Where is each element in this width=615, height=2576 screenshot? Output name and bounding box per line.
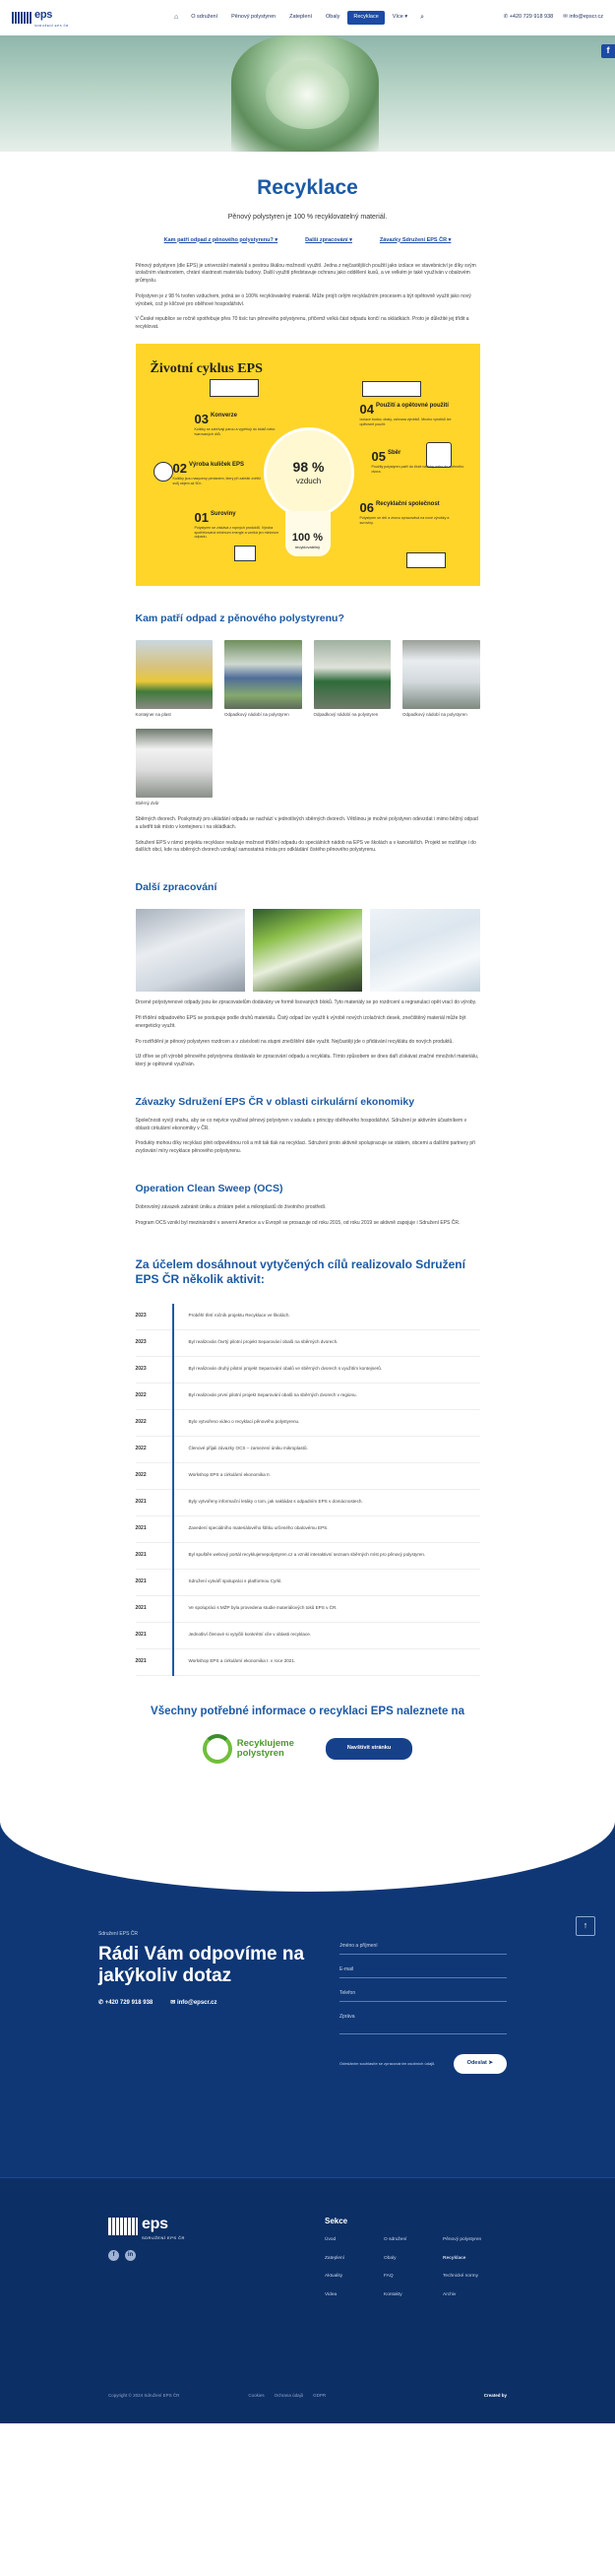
timeline-text: Proběhl třetí ročník projektu Recyklace ve školách.: [188, 1313, 290, 1319]
logo[interactable]: [12, 8, 159, 28]
processing-photo-row: [136, 909, 480, 992]
timeline-year: 2021: [135, 1552, 147, 1559]
timeline-text: Ve spolupráci s MŽP byla provedena studie materiálových toků EPS v ČR.: [188, 1605, 338, 1611]
timeline-year: 2023: [135, 1313, 147, 1320]
mail-icon: ✉: [563, 14, 568, 21]
footer-link[interactable]: Obaly: [384, 2255, 397, 2261]
footer-link[interactable]: Recyklace: [443, 2255, 466, 2261]
anchor-commitments[interactable]: [380, 237, 451, 245]
timeline-row: [136, 1330, 480, 1357]
intro-paragraph: V České republice se ročně spotřebuje přes 70 tisíc tun pěnového polystyrenu, přičemž velká část odpadu končí na skládkách. Proto je důležité jej třídit a recyklovat.: [135, 316, 469, 331]
footer-link[interactable]: Kontakty: [384, 2292, 402, 2298]
cycle-step-01: [195, 511, 288, 541]
air-percentage: 98 %: [292, 458, 325, 475]
photo-collection-yard: [136, 729, 214, 798]
recycling-plant-icon: [406, 552, 446, 568]
recyklujeme-logo[interactable]: [203, 1734, 294, 1764]
processing-heading: Další zpracování: [135, 881, 217, 894]
photo-caption: Odpadkový nádobí na polystyren: [402, 712, 467, 718]
timeline-row: [136, 1384, 480, 1410]
gdpr-link[interactable]: GDPR: [313, 2392, 327, 2398]
timeline-text: Workshop EPS a cirkulární ekonomika II.: [188, 1472, 271, 1478]
footer-link[interactable]: Zateplení: [325, 2255, 345, 2261]
contact-section: [0, 1823, 615, 2177]
boxes-icon: [362, 381, 421, 397]
privacy-link[interactable]: Ochrana údajů: [274, 2392, 304, 2398]
step-name: Recyklační společnost: [375, 500, 440, 507]
contact-phone[interactable]: [98, 1999, 153, 2008]
timeline-row: [136, 1463, 480, 1490]
timeline-year: 2023: [135, 1366, 147, 1373]
processing-paragraph: Po roztřídění je pěnový polystyren rozdrcen a v závislosti na stupni znečištění dále využit. Nejčastěji jde o přidávání recyklátu do nových produktů.: [135, 1038, 454, 1045]
contact-phone-text: +420 729 918 938: [104, 1999, 154, 2006]
photo-eps-bin: [314, 640, 392, 709]
contact-wave-shape: [0, 1823, 615, 1892]
timeline-text: Byl spuštěn webový portál recyklujemepolystyren.cz a vznikl interaktivní seznam sběrných míst pro pěnový polystyren.: [188, 1552, 426, 1558]
step-description: Kuličky se zahřívají párou a vypěňují do bloků nebo tvarovaných dílů.: [194, 426, 276, 436]
photo-plastic-container: [136, 640, 214, 709]
footer-link[interactable]: Aktuality: [325, 2274, 343, 2280]
nav-item-o-sdruzeni[interactable]: O sdružení: [191, 14, 218, 21]
waste-photo-card: [314, 640, 392, 719]
processing-paragraph: Drcené polystyrenové odpady jsou ke zpracovatelům dodávány ve formě lisovaných bloků. Tyto materiály se po rozdrcení a regranulaci opět vrací do výroby.: [135, 999, 477, 1006]
header-contacts: [504, 14, 603, 22]
page-title: Recyklace: [257, 176, 358, 199]
timeline-text: Workshop EPS a cirkulární ekonomika I. v roce 2021.: [188, 1658, 296, 1664]
phone-field[interactable]: Telefon: [339, 1978, 507, 2002]
chevron-down-icon: ▾: [404, 14, 408, 21]
ocs-paragraph: Dobrovolný závazek zabránit úniku a ztrátám pelet a mikroplastů do životního prostředí.: [135, 1204, 327, 1211]
waste-photo-card: [224, 640, 302, 719]
goals-timeline: [136, 1304, 480, 1676]
life-cycle-title: Životní cyklus EPS: [150, 360, 263, 376]
timeline-text: Zavedení speciálního materiálového štítku určeného obalovému EPS.: [188, 1525, 329, 1531]
waste-paragraph: Sdružení EPS v rámci projektu recyklace realizuje možnost třídění odpadu do speciálních nádob na EPS ve školách a v kancelářích. Projekt se rozšiřuje i do dalších obcí, kde na sběrných dvorech vznikají samostatná místa pro odkládání čistého pěnového polystyrenu.: [135, 839, 476, 854]
name-field[interactable]: Jméno a příjmení: [339, 1931, 507, 1955]
timeline-text: Bylo vytvořeno video o recyklaci pěnového polystyrenu.: [188, 1419, 300, 1425]
cycle-step-03: [195, 413, 288, 437]
step-description: Použitý polystyren patří do žluté nádoby nebo do sběrného dvora.: [371, 464, 464, 474]
contact-kicker: Sdružení EPS ČR: [98, 1930, 139, 1937]
contact-email[interactable]: [170, 1999, 216, 2008]
footer-logo-text: eps: [142, 2215, 168, 2232]
timeline-year: 2022: [135, 1446, 147, 1452]
timeline-row: [136, 1596, 480, 1623]
logo-text: eps: [34, 8, 53, 21]
cycle-step-05: [372, 450, 465, 475]
site-header: [0, 0, 615, 35]
send-button[interactable]: [454, 2054, 507, 2074]
timeline-year: 2021: [135, 1605, 147, 1612]
recycle-icon: [203, 1734, 232, 1764]
header-email-text: info@epscr.cz: [569, 14, 603, 21]
ocs-heading: Operation Clean Sweep (OCS): [135, 1182, 283, 1194]
step-description: Kuličky jsou nasyceny pentanem, který při zahřátí zvětší svůj objem až 50×.: [172, 476, 261, 485]
email-field[interactable]: E-mail: [339, 1955, 507, 1978]
waste-paragraph: Sběrných dvorech. Poskytnutý pro ukládání odpadu se nachází v jednotlivých sběrných dvorech. Většinou je možné polystyren odevzdat i mimo běžný odpad a ušetřit tak místo v kontejneru i na skládkách.: [135, 816, 478, 830]
step-number: 04: [359, 401, 374, 417]
hero-tree-highlight: [266, 60, 349, 129]
footer-link[interactable]: FAQ: [384, 2274, 394, 2280]
anchor-waste-label: Kam patří odpad z pěnového polystyrenu?: [163, 236, 274, 243]
footer-link[interactable]: Pěnový polystyren: [443, 2236, 482, 2242]
footer-link[interactable]: Videa: [325, 2292, 338, 2298]
photo-caption: Sběrný dvůr: [135, 800, 159, 805]
timeline-year: 2022: [135, 1392, 147, 1399]
contact-email-text: info@epscr.cz: [176, 1999, 217, 2006]
step-name: Suroviny: [210, 510, 236, 517]
page-subtitle: Pěnový polystyren je 100 % recyklovatelný materiál.: [227, 214, 388, 222]
timeline-row: [136, 1437, 480, 1463]
logo-mark: [12, 12, 31, 24]
nav-item-obaly[interactable]: Obaly: [326, 14, 340, 21]
site-footer: [0, 2177, 615, 2423]
nav-item-vice-label: Více: [392, 14, 403, 21]
ocs-text: [136, 1204, 480, 1228]
timeline-year: 2021: [135, 1658, 147, 1665]
step-number: 01: [194, 509, 209, 525]
photo-caption: Odpadkový nádobí na polystyren: [313, 712, 379, 718]
header-email[interactable]: [563, 14, 603, 22]
timeline-text: Byl realizován první pilotní projekt Separování obalů na sběrných dvorech v regionu.: [188, 1392, 357, 1398]
cycle-step-04: [360, 403, 454, 427]
step-name: Použití a opětovné použití: [375, 402, 449, 409]
nav-item-penovy-polystyren[interactable]: Pěnový polystyren: [231, 14, 277, 21]
life-cycle-infographic: [136, 344, 480, 586]
timeline-year: 2021: [135, 1525, 147, 1532]
timeline-year: 2022: [135, 1472, 147, 1479]
recyclable-percentage: 100 %: [291, 531, 324, 544]
linkedin-icon[interactable]: in: [125, 2250, 136, 2261]
waste-photo-card: [136, 640, 214, 719]
cta-row: [136, 1734, 480, 1764]
facebook-icon[interactable]: f: [601, 44, 615, 58]
main-content: [136, 173, 480, 1764]
step-name: Konverze: [210, 412, 237, 419]
copyright: Copyright © 2024 Sdružení EPS ČR: [108, 2392, 180, 2398]
cta-logo-line1: Recyklujeme: [236, 1737, 294, 1749]
timeline-year: 2023: [135, 1339, 147, 1346]
footer-link[interactable]: O sdružení: [384, 2236, 407, 2242]
send-icon: ➤: [488, 2059, 493, 2066]
air-label: vzduch: [295, 476, 322, 485]
timeline-year: 2021: [135, 1499, 147, 1506]
anchor-processing[interactable]: [305, 237, 352, 245]
timeline-year: 2021: [135, 1632, 147, 1639]
anchor-processing-label: Další zpracování: [305, 236, 348, 243]
timeline-text: Jednotliví členové si vytyčili konkrétní cíle v oblasti recyklace.: [188, 1632, 312, 1638]
photo-caption: Kontejner na plast: [135, 712, 171, 718]
building-icon: [210, 379, 259, 397]
contact-heading: Rádi Vám odpovíme na jakýkoliv dotaz: [98, 1943, 305, 1986]
timeline-text: Sdružení vytváří spolupráci s platformou Cyrkl.: [188, 1578, 282, 1584]
commitments-paragraph: Společnosti vyvíjí snahu, aby se co nejvíce využíval pěnový polystyren v souladu s principy oběhového hospodářství. Sdružení je aktivním účastníkem v oblasti cirkulární ekonomiky v ČR.: [135, 1117, 467, 1131]
timeline-text: Členové přijali závazky OCS – zamezení úniku mikroplastů.: [188, 1446, 308, 1451]
header-phone[interactable]: [504, 14, 554, 22]
footer-link[interactable]: Archiv: [443, 2292, 457, 2298]
commitments-heading: Závazky Sdružení EPS ČR v oblasti cirkulární ekonomiky: [135, 1095, 415, 1108]
main-nav: [169, 11, 429, 25]
anchor-waste[interactable]: [164, 237, 278, 245]
processing-paragraph: Už dříve se při výrobě pěnového polystyrenu dostávalo ke zpracování odpadu a recyklátu. Tímto způsobem se dnes daří získávat značné množství materiálu, který je opětovně využíván.: [135, 1054, 479, 1068]
step-description: Izolace budov, obaly, ochrana výrobků. Mnoho výrobků lze opětovně použít.: [359, 417, 452, 426]
consent-text: Odesláním souhlasíte se zpracováním osobních údajů.: [339, 2060, 436, 2066]
timeline-text: Byly vytvořeny informační letáky o tom, jak nakládat s odpadním EPS v domácnostech.: [188, 1499, 363, 1505]
step-number: 06: [359, 499, 374, 515]
timeline-row: [136, 1649, 480, 1676]
processing-paragraph: Při třídění odpadového EPS se postupuje podle druhů materiálu. Čistý odpad lze využít k výrobě nových izolačních desek, znečištěný materiál může být energeticky využit.: [135, 1015, 466, 1029]
mail-icon: ✉: [170, 1999, 176, 2006]
ocs-paragraph: Program OCS vznikl byl mezinárodní v severní Americe a v Evropě se prosazuje od roku 2015, od roku 2019 se aktivně zapojuje i Sdružení EPS ČR.: [135, 1219, 461, 1226]
timeline-text: Byl realizován čtvrtý pilotní projekt Separování obalů na sběrných dvorech.: [188, 1339, 338, 1345]
waste-photo-card: [402, 640, 480, 719]
chevron-down-icon: ▾: [448, 236, 452, 243]
footer-logo-subtitle: SDRUŽENÍ EPS ČR: [142, 2234, 185, 2240]
logo-subtitle: SDRUŽENÍ EPS ČR: [34, 23, 69, 28]
recyclable-label: recyklovatelný: [294, 544, 321, 549]
footer-logo[interactable]: [108, 2213, 185, 2241]
nav-item-recyklace[interactable]: Recyklace: [347, 11, 384, 25]
step-number: 05: [371, 448, 386, 464]
search-icon[interactable]: ⌕: [420, 13, 425, 21]
home-icon[interactable]: ⌂: [174, 13, 179, 21]
beads-icon: [154, 462, 173, 482]
hero-image: [0, 35, 615, 152]
visit-site-button[interactable]: Navštívit stránku: [326, 1738, 412, 1760]
intro-paragraph: Pěnový polystyren (dle EPS) je univerzální materiál s pestrou škálou možností využití. Jedna z nejčastějších použití jako izolace ve stavebnictví je díky svým izolačním vlastnostem, chrání vlastnosti materiálu budovy. Další využití představuje ochranu jako oddělení kusů, a ve velkém je také využíván v obalovém průmyslu.: [135, 262, 476, 285]
factory-icon: [234, 546, 256, 561]
step-description: Polystyren se získává z ropných produktů. Výroba spotřebovává minimum energie a vzniká jen minimum odpadu.: [194, 525, 279, 540]
processing-text: [136, 999, 480, 1069]
waste-heading: Kam patří odpad z pěnového polystyrenu?: [135, 612, 344, 624]
photo-eps-bin: [224, 640, 302, 709]
timeline-row: [136, 1357, 480, 1384]
timeline-row: [136, 1623, 480, 1649]
waste-text: [136, 816, 480, 855]
step-name: Sběr: [387, 449, 401, 456]
phone-icon: ✆: [98, 1999, 104, 2006]
cycle-step-02: [173, 462, 267, 486]
nav-item-zatepleni[interactable]: Zateplení: [289, 14, 313, 21]
step-description: Polystyren se drtí a znovu zpracovává na nové výrobky a suroviny.: [359, 515, 450, 525]
cycle-step-06: [360, 501, 454, 526]
timeline-row: [136, 1490, 480, 1516]
social-links: [108, 2250, 136, 2261]
step-number: 03: [194, 411, 209, 426]
timeline-year: 2021: [135, 1578, 147, 1585]
photo-compressed-eps: [136, 909, 245, 992]
photo-caption: Odpadkový nádobí na polystyren: [224, 712, 289, 718]
waste-photo-card: [136, 729, 214, 807]
photo-eps-boards: [370, 909, 479, 992]
timeline-row: [136, 1304, 480, 1330]
credit: Created by: [483, 2392, 507, 2398]
cta-logo-line2: polystyren: [236, 1747, 284, 1759]
timeline-row: [136, 1516, 480, 1543]
timeline-year: 2022: [135, 1419, 147, 1426]
message-field[interactable]: Zpráva: [339, 2002, 507, 2033]
photo-eps-bin: [402, 640, 480, 709]
timeline-text: Byl realizován druhý pilotní projekt Separování obalů ve sběrných dvorech s využitím kontejnerů.: [188, 1366, 383, 1372]
intro-paragraph: Polystyren je z 98 % tvořen vzduchem, jedná se o 100% recyklovatelný materiál. Může projít celým recyklačním procesem a být opětovně využit jako nový výrobek, což je klíčové pro oběhové hospodářství.: [135, 292, 471, 307]
footer-link[interactable]: Úvod: [325, 2236, 337, 2242]
step-number: 02: [172, 460, 187, 476]
goals-heading: Za účelem dosáhnout vytyčených cílů realizovalo Sdružení EPS ČR několik aktivit:: [135, 1256, 465, 1287]
cookies-link[interactable]: Cookies: [248, 2392, 265, 2398]
anchor-links: [136, 237, 480, 245]
timeline-row: [136, 1570, 480, 1596]
footer-logo-mark: [108, 2218, 138, 2235]
commitments-paragraph: Produkty mohou díky recyklaci plnit odpovědnou roli a mít tak tlak na recyklaci. Sdružení proto aktivně spolupracuje se státem, obcemi a dalšími partnery při zvyšování míry recyklace pěnového polystyrenu.: [135, 1140, 475, 1155]
waste-photo-grid: [136, 640, 480, 806]
facebook-icon[interactable]: f: [108, 2250, 119, 2261]
scroll-top-icon[interactable]: ↑: [576, 1916, 595, 1936]
step-name: Výroba kuliček EPS: [188, 461, 244, 468]
cta-heading: Všechny potřebné informace o recyklaci EPS naleznete na: [151, 1705, 464, 1717]
nav-item-vice[interactable]: [387, 11, 413, 25]
anchor-commitments-label: Závazky Sdružení EPS ČR: [379, 236, 448, 243]
intro-text: [136, 263, 480, 332]
chevron-down-icon: ▾: [275, 236, 278, 243]
phone-icon: ✆: [503, 14, 509, 21]
send-button-label: Odeslat: [466, 2059, 487, 2066]
footer-links: [325, 2237, 502, 2300]
header-phone-text: +420 729 918 938: [509, 14, 554, 21]
timeline-row: [136, 1543, 480, 1570]
footer-link[interactable]: Technické normy: [443, 2274, 478, 2280]
chevron-down-icon: ▾: [349, 236, 352, 243]
timeline-row: [136, 1410, 480, 1437]
contact-form: [339, 1931, 507, 2074]
timeline-line: [172, 1304, 174, 1676]
footer-sections-title: Sekce: [325, 2216, 348, 2225]
footer-bottom: [108, 2393, 507, 2400]
photo-recycling-machine: [253, 909, 362, 992]
commitments-text: [136, 1118, 480, 1156]
